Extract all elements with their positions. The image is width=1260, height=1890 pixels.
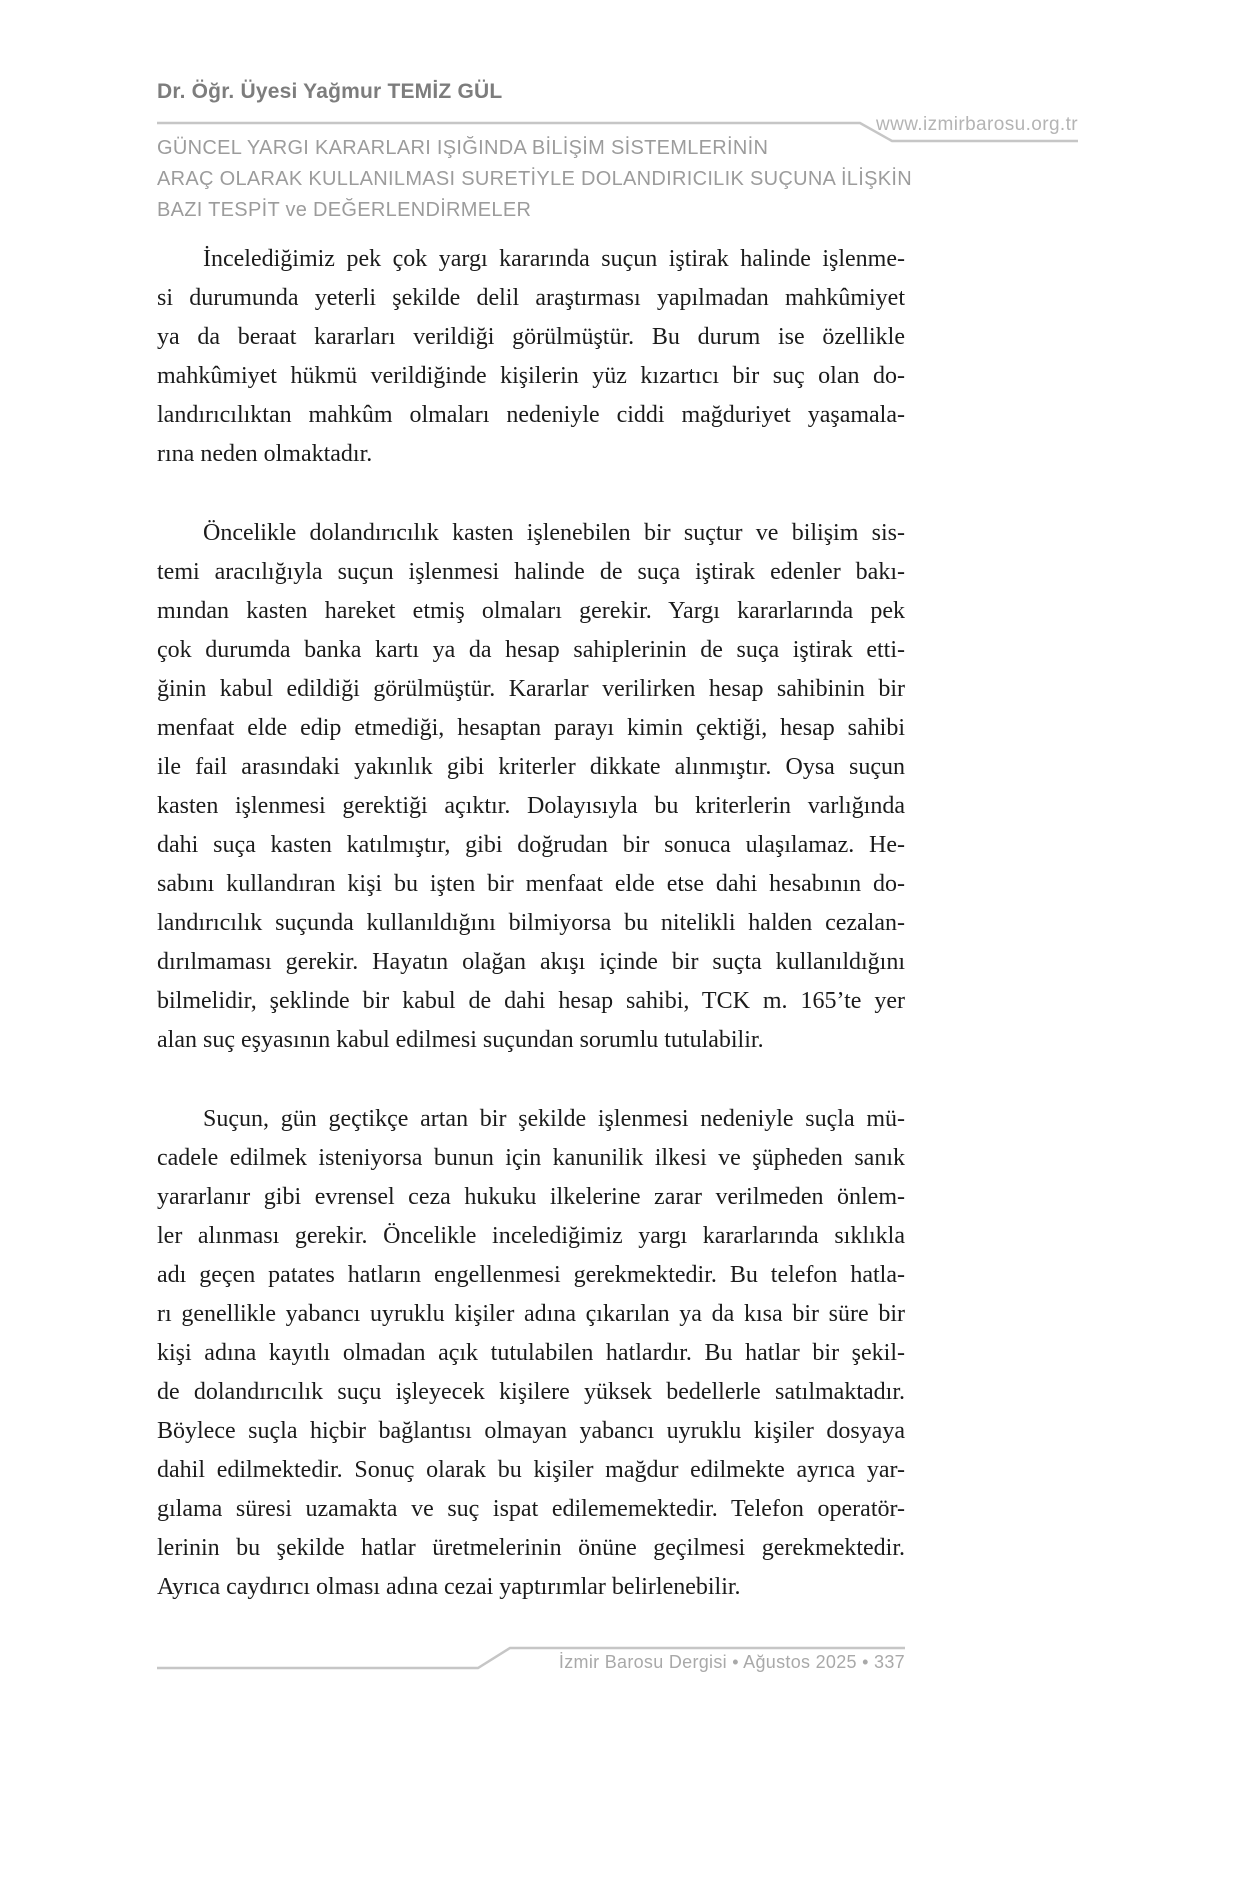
body-line: yararlanır gibi evrensel ceza hukuku ilkelerine zarar verilmeden önlem- [157, 1184, 905, 1210]
body-line: ler alınması gerekir. Öncelikle incelediğimiz yargı kararlarında sıklıkla [157, 1223, 905, 1249]
body-line: ğinin kabul edildiği görülmüştür. Kararlar verilirken hesap sahibinin bir [157, 676, 905, 702]
body-line: dahil edilmektedir. Sonuç olarak bu kişiler mağdur edilmekte ayrıca yar- [157, 1457, 905, 1483]
body-line: gılama süresi uzamakta ve suç ispat edilememektedir. Telefon operatör- [157, 1496, 905, 1522]
article-title-line: ARAÇ OLARAK KULLANILMASI SURETİYLE DOLANDIRICILIK SUÇUNA İLİŞKİN [157, 168, 912, 190]
body-line: si durumunda yeterli şekilde delil araştırması yapılmadan mahkûmiyet [157, 285, 905, 311]
body-line: rına neden olmaktadır. [157, 441, 373, 467]
body-line: menfaat elde edip etmediği, hesaptan parayı kimin çektiği, hesap sahibi [157, 715, 905, 741]
paragraph [157, 514, 905, 1060]
body-line: ile fail arasındaki yakınlık gibi kriterler dikkate alınmıştır. Oysa suçun [157, 754, 905, 780]
body-line: lerinin bu şekilde hatlar üretmelerinin önüne geçilmesi gerekmektedir. [157, 1535, 905, 1561]
body-line: dırılmaması gerekir. Hayatın olağan akışı içinde bir suçta kullanıldığını [157, 949, 905, 975]
body-line: ya da beraat kararları verildiği görülmüştür. Bu durum ise özellikle [157, 324, 905, 350]
footer-journal-info: İzmir Barosu Dergisi • Ağustos 2025 • 337 [558, 1652, 905, 1672]
body-line: kasten işlenmesi gerektiği açıktır. Dolayısıyla bu kriterlerin varlığında [157, 793, 905, 819]
body-line: İncelediğimiz pek çok yargı kararında suçun iştirak halinde işlenme- [203, 246, 905, 272]
body-line: sabını kullandıran kişi bu işten bir menfaat elde etse dahi hesabının do- [157, 871, 905, 897]
body-line: kişi adına kayıtlı olmadan açık tutulabilen hatlardır. Bu hatlar bir şekil- [157, 1340, 905, 1366]
body-line: temi aracılığıyla suçun işlenmesi halinde de suça iştirak edenler bakı- [157, 559, 905, 585]
body-line: alan suç eşyasının kabul edilmesi suçundan sorumlu tutulabilir. [157, 1027, 764, 1053]
paragraph [157, 240, 905, 474]
body-line: bilmelidir, şeklinde bir kabul de dahi hesap sahibi, TCK m. 165’te yer [157, 988, 905, 1014]
article-title-line: BAZI TESPİT ve DEĞERLENDİRMELER [157, 199, 532, 221]
body-line: landırıcılık suçunda kullanıldığını bilmiyorsa bu nitelikli halden cezalan- [157, 910, 905, 936]
body-line: Böylece suçla hiçbir bağlantısı olmayan yabancı uyruklu kişiler dosyaya [157, 1418, 905, 1444]
paragraph [157, 1100, 905, 1607]
body-line: de dolandırıcılık suçu işleyecek kişilere yüksek bedellerle satılmaktadır. [157, 1379, 905, 1405]
body-line: mahkûmiyet hükmü verildiğinde kişilerin yüz kızartıcı bir suç olan do- [157, 363, 905, 389]
body-line: cadele edilmek isteniyorsa bunun için kanunilik ilkesi ve şüpheden sanık [157, 1145, 905, 1171]
body-line: mından kasten hareket etmiş olmaları gerekir. Yargı kararlarında pek [157, 598, 905, 624]
body-line: Ayrıca caydırıcı olması adına cezai yaptırımlar belirlenebilir. [157, 1574, 741, 1600]
website-url: www.izmirbarosu.org.tr [875, 114, 1078, 135]
article-title-line: GÜNCEL YARGI KARARLARI IŞIĞINDA BİLİŞİM SİSTEMLERİNİN [157, 137, 769, 159]
body-line: adı geçen patates hatların engellenmesi gerekmektedir. Bu telefon hatla- [157, 1262, 905, 1288]
article-body [157, 240, 905, 1647]
body-line: Suçun, gün geçtikçe artan bir şekilde işlenmesi nedeniyle suçla mü- [203, 1106, 905, 1132]
article-title [157, 133, 1105, 226]
author-name: Dr. Öğr. Üyesi Yağmur TEMİZ GÜL [157, 80, 503, 103]
body-line: landırıcılıktan mahkûm olmaları nedeniyle ciddi mağduriyet yaşamala- [157, 402, 905, 428]
body-line: çok durumda banka kartı ya da hesap sahiplerinin de suça iştirak etti- [157, 637, 905, 663]
body-line: dahi suça kasten katılmıştır, gibi doğrudan bir sonuca ulaşılamaz. He- [157, 832, 905, 858]
body-line: rı genellikle yabancı uyruklu kişiler adına çıkarılan ya da kısa bir süre bir [157, 1301, 905, 1327]
body-line: Öncelikle dolandırıcılık kasten işlenebilen bir suçtur ve bilişim sis- [203, 520, 905, 546]
